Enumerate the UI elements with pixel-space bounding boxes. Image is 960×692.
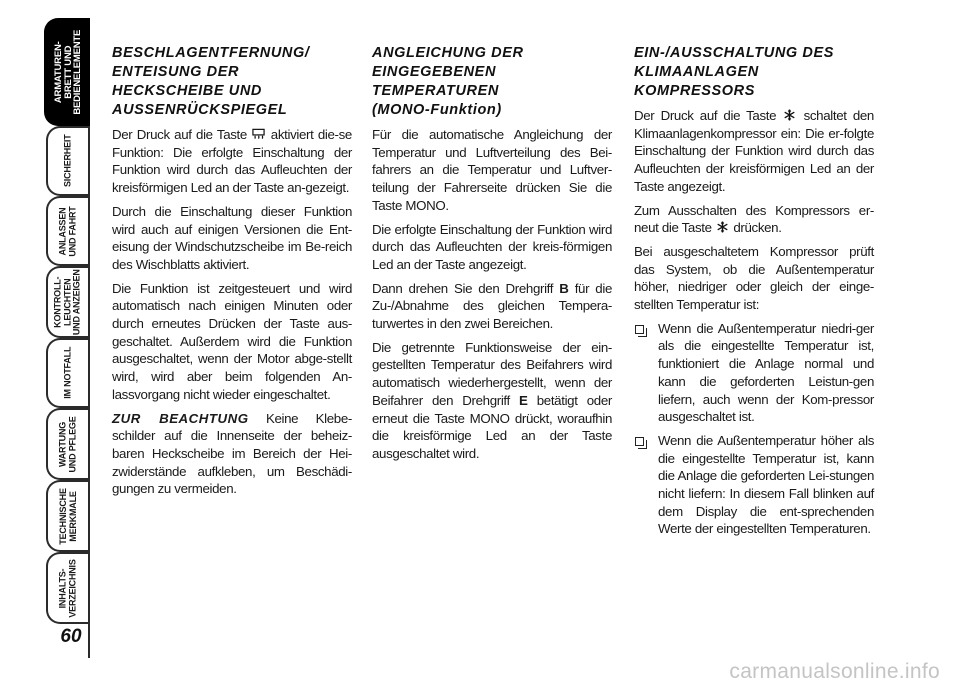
paragraph: Durch die Einschaltung dieser Funktion wird auch auf einigen Versionen die Ent-eisung der Windschutzscheibe im Be-reich des Wischblatts aktiviert. xyxy=(112,203,352,272)
tab-label: IM NOTFALL xyxy=(62,347,73,399)
note-label: ZUR BEACHTUNG xyxy=(112,410,249,426)
text-run: aktiviert die-se Funktion: Die erfolgte Einschaltung der Funktion wird durch das Aufleuchten der kreisförmigen Led an der Taste an-gezeigt. xyxy=(112,127,352,196)
tab-label: TECHNISCHE MERKMALE xyxy=(57,487,78,545)
text-run: Der Druck auf die Taste xyxy=(112,127,247,142)
paragraph: Die erfolgte Einschaltung der Funktion wird durch das Aufleuchten der kreis-förmigen Led an der Taste angezeigt. xyxy=(372,221,612,272)
paragraph xyxy=(372,339,612,463)
tab-label: INHALTS- VERZEICHNIS xyxy=(57,558,77,618)
tab-label: ANLASSEN UND FAHRT xyxy=(57,205,78,257)
section-heading: ANGLEICHUNG DER EINGEGEBENEN TEMPERATUREN (MONO-Funktion) xyxy=(372,45,524,118)
tab-anlassen[interactable] xyxy=(46,196,88,266)
tab-wartung[interactable] xyxy=(46,408,88,480)
checkbox-bullet-icon xyxy=(635,437,644,446)
note-paragraph xyxy=(112,410,352,499)
text-run: schaltet den Klimaanlagenkompressor ein: Die er-folgte Einschaltung der Funktion wird durch das Aufleuchten der kreisförmigen Led an der Taste angezeigt. xyxy=(634,108,874,194)
text-run: Die getrennte Funktionsweise der ein-gestellten Temperatur des Beifahrers wird automatisch wiederhergestellt, wenn der Beifahrer den Drehgriff xyxy=(372,339,612,408)
rear-defrost-icon xyxy=(252,128,265,140)
checkbox-bullet-icon xyxy=(635,325,644,334)
list-item-text: Wenn die Außentemperatur höher als die eingestellte Temperatur ist, kann die Anlage die geforderten Lei-stungen nicht liefern: In diesem Fall blinken auf dem Display die ent-sprechenden Werte der eingestellten Temperaturen. xyxy=(658,432,874,537)
section-heading: EIN-/AUSSCHALTUNG DES KLIMAANLAGEN KOMPRESSORS xyxy=(634,45,835,99)
tab-label: WARTUNG UND PFLEGE xyxy=(57,415,78,473)
tab-sicherheit[interactable] xyxy=(46,126,88,196)
column-mono-function xyxy=(372,44,612,469)
paragraph xyxy=(112,126,352,197)
tab-kontrollleuchten[interactable] xyxy=(46,266,88,338)
text-run: Zum Ausschalten des Kompressors er-neut die Taste xyxy=(634,202,874,236)
list-item xyxy=(634,320,874,426)
tab-inhaltsverzeichnis[interactable] xyxy=(46,552,88,624)
tab-armaturenbrett[interactable] xyxy=(44,18,90,126)
tab-label: SICHERHEIT xyxy=(62,134,73,188)
list-item-text: Wenn die Außentemperatur niedri-ger als die eingestellte Temperatur ist, funktioniert die Anlage normal und kann die geforderten Leistun-gen liefern, auch wenn der Kom-pressor ausgeschaltet ist. xyxy=(658,320,874,425)
text-run: betätigt oder erneut die Taste MONO drückt, woraufhin die kreisförmige Led an der Taste ausgeschaltet wird. xyxy=(372,392,612,461)
tab-technische-merkmale[interactable] xyxy=(46,480,88,552)
text-run: für die Zu-/Abnahme des gleichen Tempera-turwertes in den zwei Bereichen. xyxy=(372,280,612,332)
paragraph xyxy=(634,107,874,196)
section-heading: BESCHLAGENTFERNUNG/ ENTEISUNG DER HECKSCHEIBE UND AUSSENRÜCKSPIEGEL xyxy=(112,45,310,118)
bullet-list xyxy=(634,320,874,538)
knob-e-label: E xyxy=(519,392,528,408)
watermark: carmanualsonline.info xyxy=(729,660,940,683)
column-rear-defrost xyxy=(112,44,352,504)
knob-b-label: B xyxy=(559,280,569,296)
column-compressor xyxy=(634,44,874,544)
snowflake-icon xyxy=(716,221,729,233)
paragraph: Bei ausgeschaltetem Kompressor prüft das System, ob die Außentemperatur höher, niedriger oder gleich der einge-stellten Temperatur ist: xyxy=(634,243,874,313)
chapter-sidebar xyxy=(0,0,100,692)
tab-label: KONTROLL- LEUCHTEN UND ANZEIGEN xyxy=(52,269,82,335)
page-number: 60 xyxy=(60,626,82,647)
list-item xyxy=(634,432,874,538)
snowflake-icon xyxy=(783,109,796,121)
tab-im-notfall[interactable] xyxy=(46,338,88,408)
paragraph xyxy=(372,280,612,333)
text-run: Der Druck auf die Taste xyxy=(634,108,777,123)
text-run: Dann drehen Sie den Drehgriff xyxy=(372,280,554,296)
paragraph: Die Funktion ist zeitgesteuert und wird automatisch nach einigen Minuten oder durch erneutes Drücken der Taste aus-geschaltet. Außerdem wird die Funktion ausgeschaltet, wenn der Motor abge-stellt wird, wird aber beim folgenden An-lassvorgang nicht wieder eingeschaltet. xyxy=(112,280,352,402)
note-text: Keine Klebe-schilder auf die Innenseite der beheiz-baren Heckscheibe im Bereich der Hei-zwiderstände aufkleben, um Beschädi-gungen zu vermeiden. xyxy=(112,410,352,497)
paragraph xyxy=(634,202,874,237)
tab-label: ARMATUREN- BRETT UND BEDIENELEMENTE xyxy=(52,29,83,115)
text-run: drücken. xyxy=(733,220,782,236)
paragraph: Für die automatische Angleichung der Temperatur und Luftverteilung des Bei-fahrers an die Temperatur und Luftver-teilung der Fahrerseite drücken Sie die Taste MONO. xyxy=(372,127,612,213)
